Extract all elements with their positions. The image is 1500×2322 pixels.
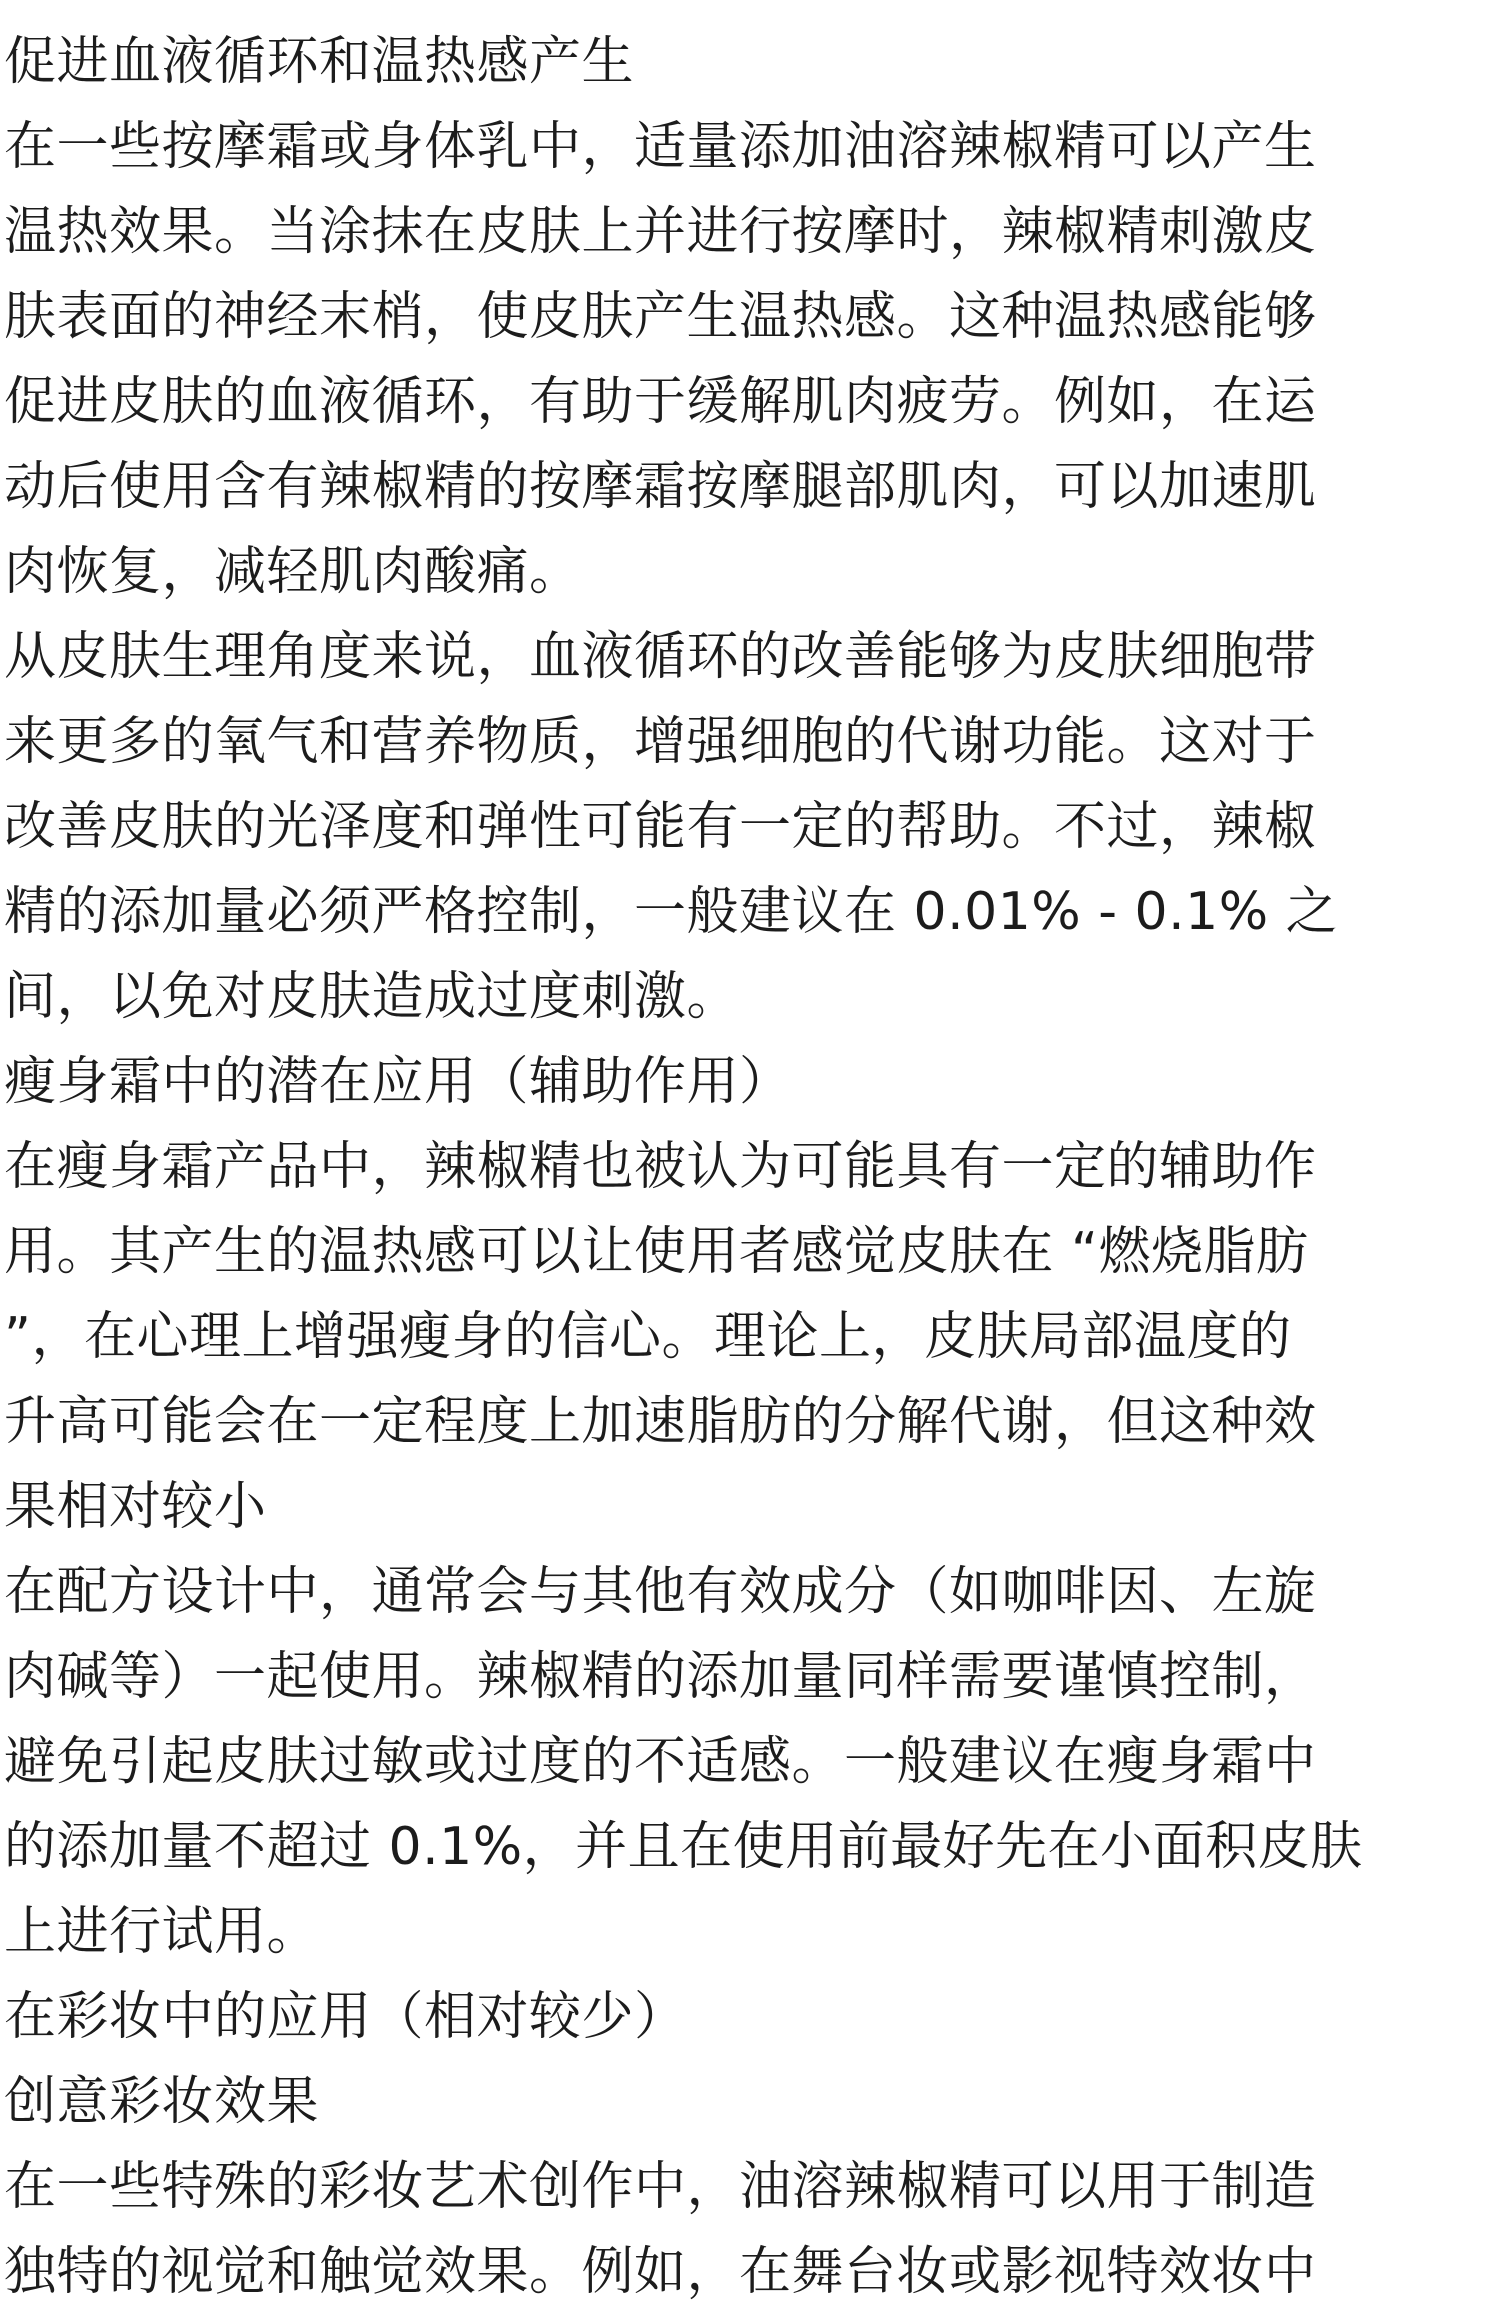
- text-line: 用。其产生的温热感可以让使用者感觉皮肤在 “燃烧脂肪: [4, 1222, 1309, 1282]
- text-line: 间，以免对皮肤造成过度刺激。: [4, 967, 740, 1027]
- text-line: 瘦身霜中的潜在应用（辅助作用）: [4, 1052, 792, 1112]
- text-line: 独特的视觉和触觉效果。例如，在舞台妆或影视特效妆中: [4, 2242, 1317, 2302]
- text-line: 在一些特殊的彩妆艺术创作中，油溶辣椒精可以用于制造: [4, 2157, 1317, 2217]
- text-line: 肉恢复，减轻肌肉酸痛。: [4, 542, 582, 602]
- text-line: 避免引起皮肤过敏或过度的不适感。一般建议在瘦身霜中: [4, 1732, 1317, 1792]
- text-line: 上进行试用。: [4, 1902, 320, 1962]
- text-line: 来更多的氧气和营养物质，增强细胞的代谢功能。这对于: [4, 712, 1317, 772]
- text-line: 改善皮肤的光泽度和弹性可能有一定的帮助。不过，辣椒: [4, 797, 1317, 857]
- text-line: ”，在心理上增强瘦身的信心。理论上，皮肤局部温度的: [4, 1307, 1292, 1367]
- text-line: 在彩妆中的应用（相对较少）: [4, 1987, 687, 2047]
- text-line: 肉碱等）一起使用。辣椒精的添加量同样需要谨慎控制，: [4, 1647, 1317, 1707]
- text-line: 温热效果。当涂抹在皮肤上并进行按摩时，辣椒精刺激皮: [4, 202, 1317, 262]
- text-line: 升高可能会在一定程度上加速脂肪的分解代谢，但这种效: [4, 1392, 1317, 1452]
- text-line: 从皮肤生理角度来说，血液循环的改善能够为皮肤细胞带: [4, 627, 1317, 687]
- text-line: 精的添加量必须严格控制，一般建议在 0.01% - 0.1% 之: [4, 882, 1339, 942]
- text-line: 在瘦身霜产品中，辣椒精也被认为可能具有一定的辅助作: [4, 1137, 1317, 1197]
- text-line: 动后使用含有辣椒精的按摩霜按摩腿部肌肉，可以加速肌: [4, 457, 1317, 517]
- text-line: 促进血液循环和温热感产生: [4, 32, 635, 92]
- text-line: 的添加量不超过 0.1%，并且在使用前最好先在小面积皮肤: [4, 1817, 1363, 1877]
- text-line: 在一些按摩霜或身体乳中，适量添加油溶辣椒精可以产生: [4, 117, 1317, 177]
- text-line: 果相对较小: [4, 1477, 267, 1537]
- text-line: 创意彩妆效果: [4, 2072, 320, 2132]
- text-line: 促进皮肤的血液循环，有助于缓解肌肉疲劳。例如，在运: [4, 372, 1317, 432]
- text-line: 肤表面的神经末梢，使皮肤产生温热感。这种温热感能够: [4, 287, 1317, 347]
- text-line: 在配方设计中，通常会与其他有效成分（如咖啡因、左旋: [4, 1562, 1317, 1622]
- document-body: [0, 20, 1500, 2315]
